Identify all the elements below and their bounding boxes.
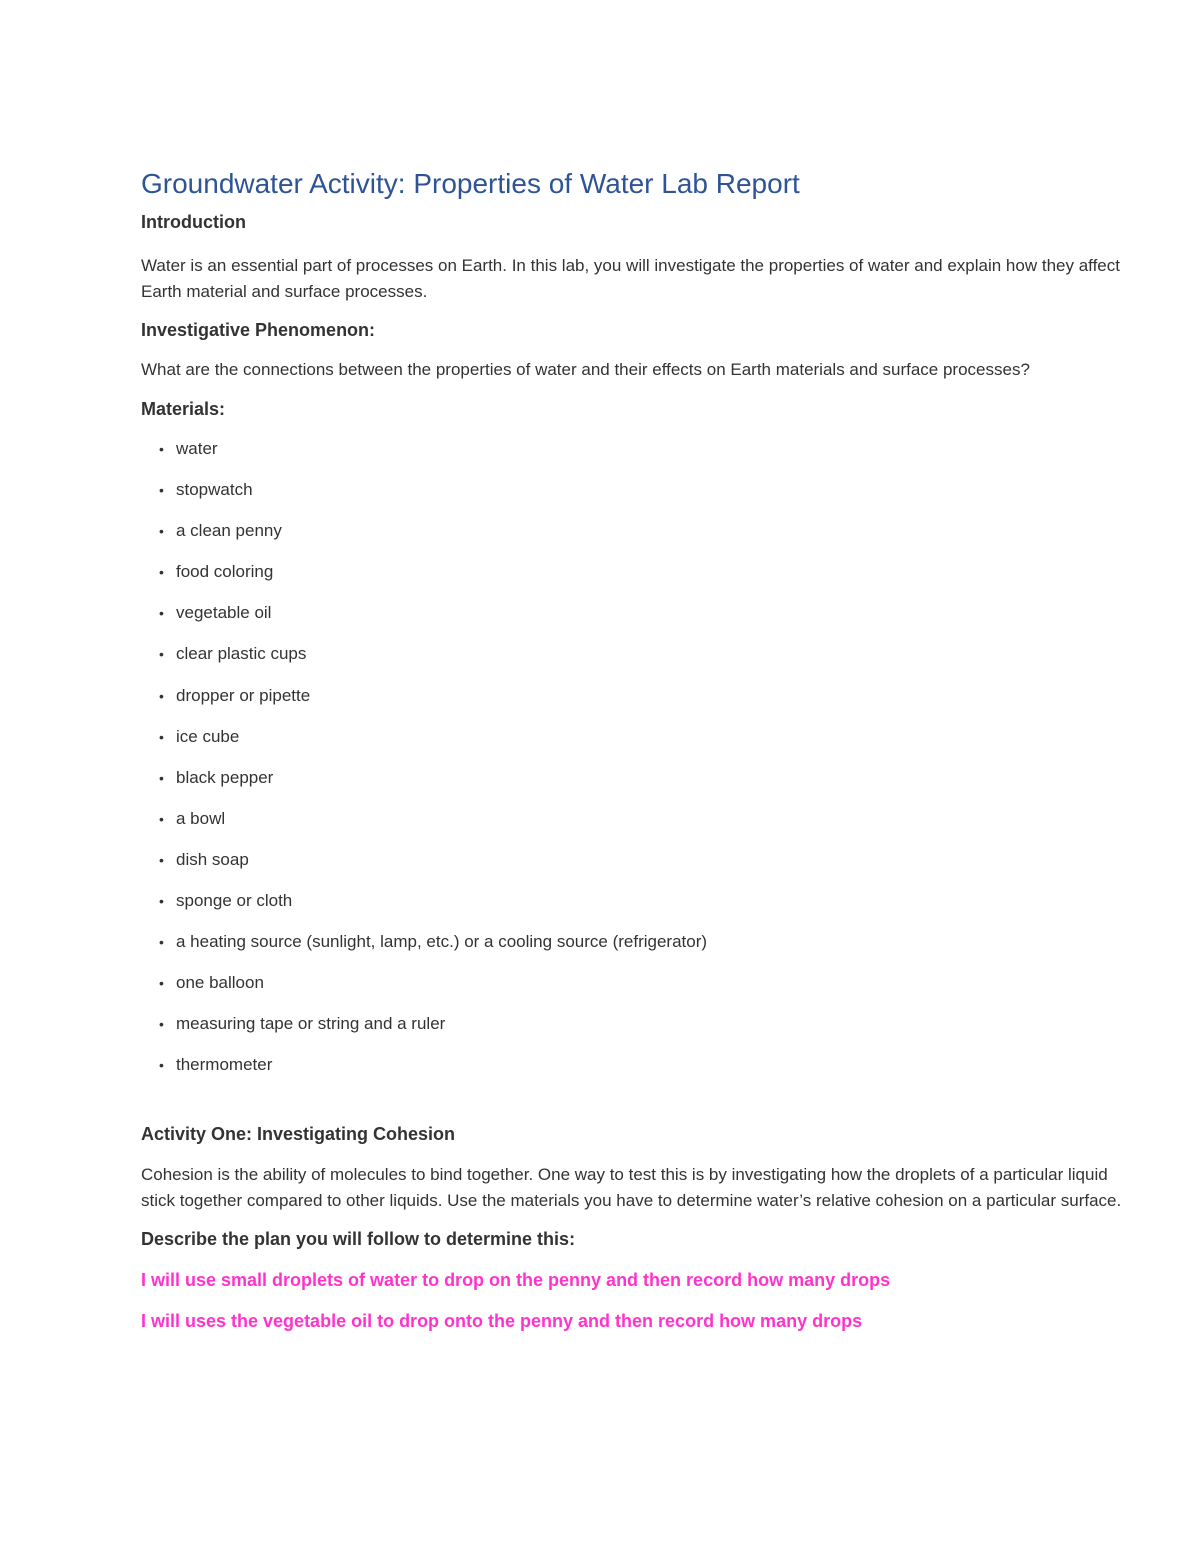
list-item xyxy=(141,765,1131,791)
bullet-icon: • xyxy=(159,482,164,499)
document-title: Groundwater Activity: Properties of Water Lab Report xyxy=(141,168,800,199)
bullet-icon: • xyxy=(159,687,164,704)
list-item xyxy=(141,436,1131,462)
material-label: ice cube xyxy=(176,726,240,746)
material-label: dropper or pipette xyxy=(176,685,311,705)
bullet-icon: • xyxy=(159,1057,164,1074)
bullet-icon: • xyxy=(159,646,164,663)
bullet-icon: • xyxy=(159,564,164,581)
answer-text: I will use small droplets of water to drop on the penny and then record how many drops xyxy=(141,1270,891,1291)
bullet-icon: • xyxy=(159,934,164,951)
material-label: black pepper xyxy=(176,767,274,787)
materials-heading: Materials: xyxy=(141,399,226,419)
list-item xyxy=(141,477,1131,503)
material-label: food coloring xyxy=(176,562,274,582)
list-item xyxy=(141,641,1131,667)
material-label: stopwatch xyxy=(176,480,253,500)
list-item xyxy=(141,888,1131,914)
materials-list xyxy=(141,436,1131,1078)
bullet-icon: • xyxy=(159,975,164,992)
material-label: a clean penny xyxy=(176,521,282,541)
list-item xyxy=(141,806,1131,832)
list-item xyxy=(141,847,1131,873)
list-item xyxy=(141,1052,1131,1078)
list-item xyxy=(141,970,1131,996)
material-label: measuring tape or string and a ruler xyxy=(176,1014,446,1034)
plan-heading: Describe the plan you will follow to determine this: xyxy=(141,1229,576,1250)
material-label: one balloon xyxy=(176,973,264,993)
material-label: dish soap xyxy=(176,849,249,869)
phenomenon-text: What are the connections between the properties of water and their effects on Earth materials and surface processes? xyxy=(141,360,1030,379)
bullet-icon: • xyxy=(159,893,164,910)
list-item xyxy=(141,929,1131,955)
bullet-icon: • xyxy=(159,605,164,622)
material-label: a bowl xyxy=(176,808,226,828)
bullet-icon: • xyxy=(159,810,164,827)
material-label: vegetable oil xyxy=(176,603,272,623)
document-page xyxy=(141,166,1131,1333)
introduction-heading: Introduction xyxy=(141,212,246,232)
activity-one-heading: Activity One: Investigating Cohesion xyxy=(141,1124,456,1145)
list-item xyxy=(141,683,1131,709)
phenomenon-heading: Investigative Phenomenon: xyxy=(141,320,376,340)
bullet-icon: • xyxy=(159,728,164,745)
answer-text: I will uses the vegetable oil to drop onto the penny and then record how many drops xyxy=(141,1311,863,1332)
bullet-icon: • xyxy=(159,523,164,540)
material-label: clear plastic cups xyxy=(176,644,307,664)
material-label: water xyxy=(176,439,218,458)
bullet-icon: • xyxy=(159,1016,164,1033)
material-label: thermometer xyxy=(176,1055,273,1075)
bullet-icon: • xyxy=(159,441,164,457)
list-item xyxy=(141,559,1131,585)
introduction-text: Water is an essential part of processes on Earth. In this lab, you will investigate the properties of water and explain how they affect Earth material and surface processes. xyxy=(141,256,1120,301)
activity-one-text: Cohesion is the ability of molecules to bind together. One way to test this is by investigating how the droplets of a particular liquid stick together compared to other liquids. Use the materials you have to determine water’s relative cohesion on a particular surface. xyxy=(141,1165,1122,1211)
list-item xyxy=(141,724,1131,750)
list-item xyxy=(141,600,1131,626)
material-label: a heating source (sunlight, lamp, etc.) or a cooling source (refrigerator) xyxy=(176,932,708,952)
list-item xyxy=(141,1011,1131,1037)
material-label: sponge or cloth xyxy=(176,891,293,911)
list-item xyxy=(141,518,1131,544)
bullet-icon: • xyxy=(159,851,164,868)
bullet-icon: • xyxy=(159,769,164,786)
